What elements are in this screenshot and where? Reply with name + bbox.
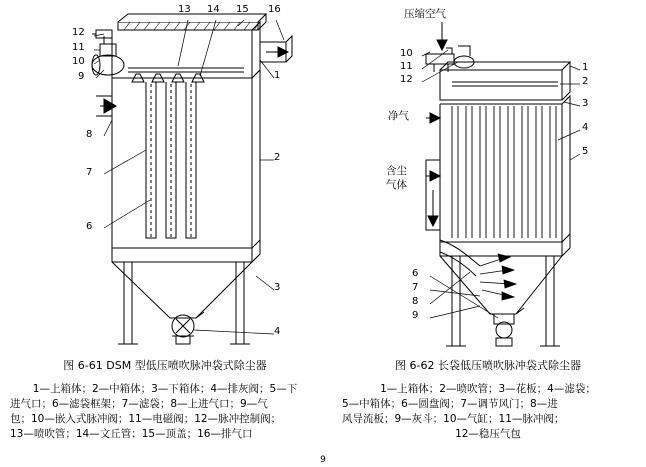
- callout-8: 8: [412, 296, 419, 307]
- callout-15: 15: [236, 4, 249, 15]
- callout-5: 5: [582, 146, 589, 157]
- callout-6: 6: [86, 221, 93, 232]
- callout-14: 14: [207, 4, 220, 15]
- figure-6-62: [330, 0, 646, 467]
- callout-4: 4: [274, 326, 281, 337]
- callout-11: 11: [400, 61, 413, 72]
- callout-13: 13: [178, 4, 191, 15]
- figure-6-62-legend-line-1: 1—上箱体；2—喷吹管；3—花板；4—滤袋；: [380, 383, 596, 395]
- callout-3: 3: [274, 282, 281, 293]
- callout-6: 6: [412, 268, 419, 279]
- callout-16: 16: [268, 4, 281, 15]
- callout-7: 7: [86, 167, 93, 178]
- callout-9: 9: [78, 71, 85, 82]
- callout-4: 4: [582, 122, 589, 133]
- callout-7: 7: [412, 282, 419, 293]
- callout-12: 12: [400, 74, 413, 85]
- annotation-compressed-air: 压缩空气: [404, 8, 446, 20]
- annotation-clean-gas: 净气: [388, 110, 409, 122]
- callout-2: 2: [274, 152, 281, 163]
- figure-6-62-caption: 图 6-62 长袋低压喷吹脉冲袋式除尘器: [395, 359, 581, 372]
- callout-11: 11: [72, 42, 85, 53]
- figure-6-61-legend-line-4: 13—喷吹管；14—文丘管；15—顶盖；16—排气口: [10, 428, 253, 440]
- callout-2: 2: [582, 76, 589, 87]
- figure-6-62-legend-line-3: 风导流板；9—灰斗；10—气缸；11—脉冲阀；: [342, 413, 565, 425]
- callout-10: 10: [400, 48, 413, 59]
- page-number: 9: [320, 455, 326, 465]
- callout-12: 12: [72, 27, 85, 38]
- figure-6-61-drawing: [0, 0, 330, 360]
- annotation-dusty-gas-1: 含尘: [386, 165, 407, 177]
- callout-9: 9: [412, 310, 419, 321]
- callout-3: 3: [582, 98, 589, 109]
- figure-6-62-drawing: [330, 0, 646, 360]
- callout-8: 8: [86, 129, 93, 140]
- callout-1: 1: [274, 70, 281, 81]
- callout-10: 10: [72, 56, 85, 67]
- annotation-dusty-gas-2: 气体: [386, 179, 407, 191]
- figure-6-61-caption: 图 6-61 DSM 型低压喷吹脉冲袋式除尘器: [63, 359, 267, 372]
- figure-6-61-legend-line-1: 1—上箱体；2—中箱体；3—下箱体；4—排灰阀；5—下: [32, 383, 298, 395]
- figure-6-61-legend-line-2: 进气口；6—滤袋框架；7—滤袋；8—上进气口；9—气: [10, 398, 268, 410]
- figure-6-61-legend-line-3: 包；10—嵌入式脉冲阀；11—电磁阀；12—脉冲控制阀；: [10, 413, 282, 425]
- figure-6-62-legend-line-2: 5—中箱体；6—圆盘阀；7—调节风门；8—进: [342, 398, 558, 410]
- callout-1: 1: [582, 62, 589, 73]
- figure-6-62-legend-line-4: 12—稳压气包: [455, 428, 521, 440]
